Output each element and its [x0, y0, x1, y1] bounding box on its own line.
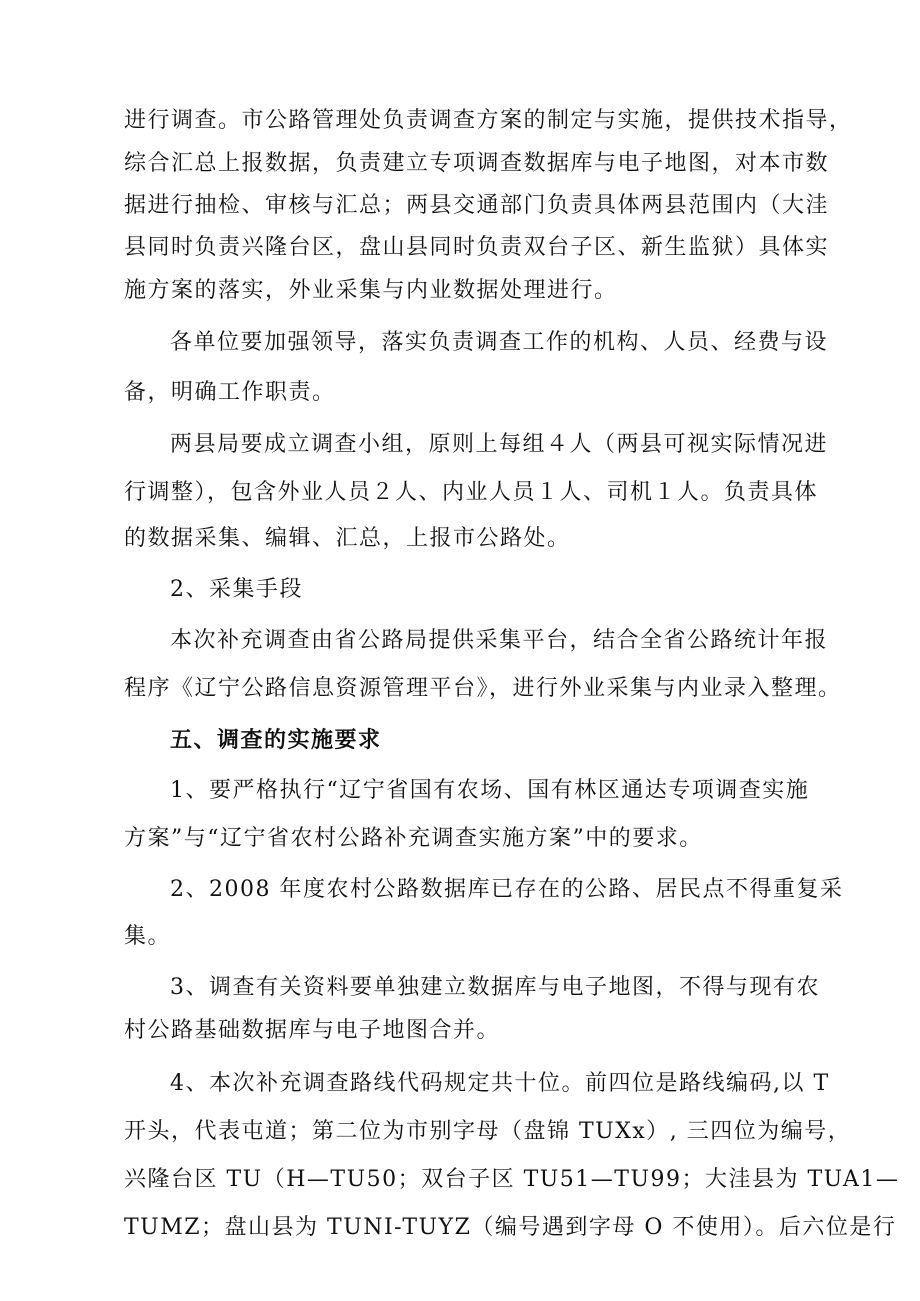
text-line: 方案”与“辽宁省农村公路补充调查实施方案”中的要求。	[124, 826, 703, 851]
text-line: 开头，代表屯道；第二位为市别字母（盘锦 TUXx）, 三四位为编号，	[124, 1119, 852, 1144]
text-line: 两县局要成立调查小组，原则上每组４人（两县可视实际情况进	[170, 432, 829, 457]
text-line: 本次补充调查由省公路局提供采集平台，结合全省公路统计年报	[170, 628, 829, 653]
text-line: TUMZ；盘山县为 TUNI-TUYZ（编号遇到字母 O 不使用）。后六位是行	[124, 1215, 897, 1240]
text-line: 综合汇总上报数据，负责建立专项调查数据库与电子地图，对本市数	[124, 151, 830, 176]
text-line: 1、要严格执行“辽宁省国有农场、国有林区通达专项调查实施	[170, 778, 810, 803]
text-line: 兴隆台区 TU（H—TU50；双台子区 TU51—TU99；大洼县为 TUA1—	[124, 1167, 900, 1192]
text-line: 3、调查有关资料要单独建立数据库与电子地图，不得与现有农	[170, 975, 820, 1000]
section-heading: 五、调查的实施要求	[170, 727, 382, 753]
text-line: 集。	[124, 924, 172, 949]
text-line: 各单位要加强领导，落实负责调查工作的机构、人员、经费与设	[170, 330, 829, 355]
text-line: 行调整），包含外业人员２人、内业人员１人、司机１人。负责具体	[124, 480, 819, 505]
text-line: 村公路基础数据库与电子地图合并。	[124, 1018, 501, 1043]
text-line: 4、本次补充调查路线代码规定共十位。前四位是路线编码,以 T	[170, 1071, 830, 1096]
text-line: 进行调查。市公路管理处负责调查方案的制定与实施，提供技术指导，	[124, 108, 853, 133]
text-line: 备，明确工作职责。	[124, 380, 336, 405]
text-line: 施方案的落实，外业采集与内业数据处理进行。	[124, 278, 618, 303]
text-line: 程序《辽宁公路信息资源管理平台》，进行外业采集与内业录入整理。	[124, 676, 842, 701]
text-line: 县同时负责兴隆台区，盘山县同时负责双台子区、新生监狱）具体实	[124, 235, 830, 260]
text-line: 据进行抽检、审核与汇总；两县交通部门负责具体两县范围内（大洼	[124, 193, 830, 218]
text-line: 2、2008 年度农村公路数据库已存在的公路、居民点不得重复采	[170, 877, 844, 902]
section-subheading: 2、采集手段	[170, 577, 303, 602]
text-line: 的数据采集、编辑、汇总，上报市公路处。	[124, 526, 571, 551]
